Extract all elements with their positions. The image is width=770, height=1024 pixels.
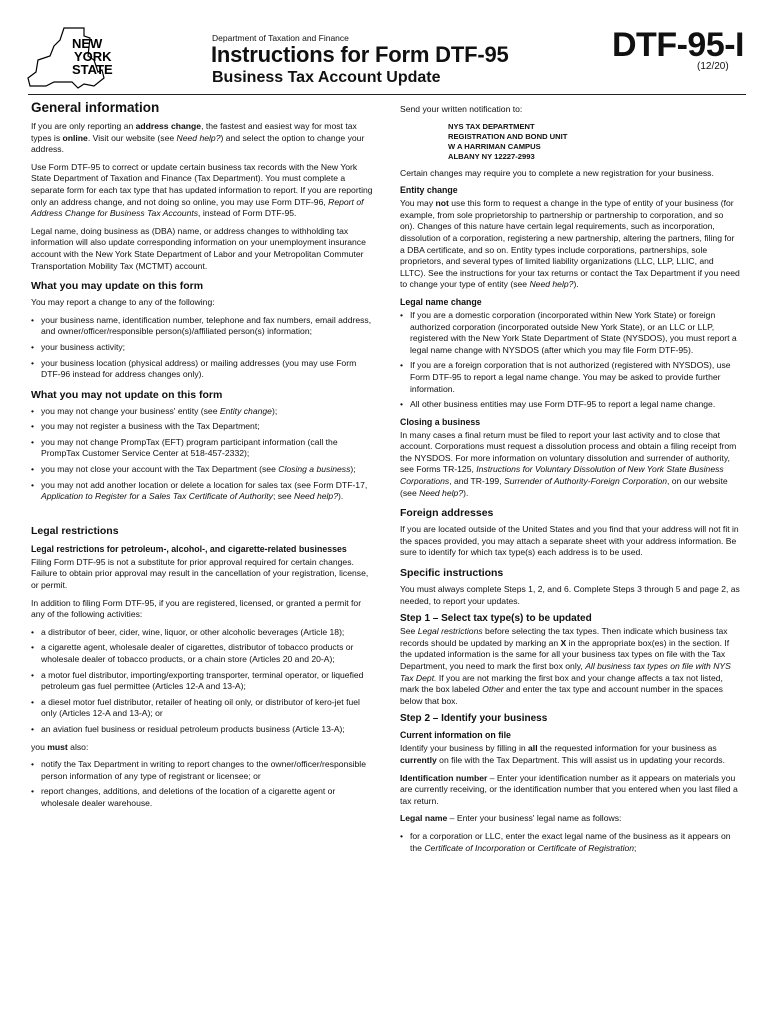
form-number: DTF-95-I bbox=[612, 26, 744, 64]
legal-restrictions-p1: Filing Form DTF-95 is not a substitute for prior approval required for certain changes. Failure to obtain prior approval may result in the cancellation of your registration, license, or permit. bbox=[31, 556, 369, 591]
list-item: • you may not change PrompTax (EFT) program participant information (call the PrompTax Customer Service Center at 518-457-2332); bbox=[31, 437, 374, 460]
step2-p3: Legal name – Enter your business' legal name as follows: bbox=[400, 813, 622, 824]
page-header bbox=[0, 0, 770, 95]
legal-restrictions-subheading: Legal restrictions for petroleum-, alcohol-, and cigarette-related businesses bbox=[31, 543, 347, 554]
list-item: • you may not register a business with the Tax Department; bbox=[31, 421, 374, 433]
legal-name-list bbox=[400, 831, 740, 854]
send-intro: Send your written notification to: bbox=[400, 104, 523, 114]
new-york-state-logo bbox=[24, 26, 126, 92]
specific-instructions-heading: Specific instructions bbox=[400, 567, 504, 580]
may-update-list bbox=[31, 315, 374, 381]
list-item: • an aviation fuel business or residual petroleum products business (Article 13-A); bbox=[31, 724, 374, 736]
list-item: • a motor fuel distributor, importing/exporting transporter, terminal operator, or liquefied petroleum gas fuel permittee (Articles 12-A and 13-A); bbox=[31, 670, 374, 693]
list-item: • for a corporation or LLC, enter the exact legal name of the business as it appears on the Certificate of Incorporation or Certificate of Registration; bbox=[400, 831, 740, 854]
legal-name-change-list bbox=[400, 310, 740, 411]
certain-changes-text: Certain changes may require you to complete a new registration for your business. bbox=[400, 167, 714, 178]
list-item: • report changes, additions, and deletions of the location of a cigarette agent or wholesale dealer warehouse. bbox=[31, 786, 374, 809]
list-item: • you may not change your business' entity (see Entity change); bbox=[31, 406, 374, 418]
general-info-heading: General information bbox=[31, 100, 160, 115]
may-not-update-list bbox=[31, 406, 374, 503]
mailing-address: NYS TAX DEPARTMENT REGISTRATION AND BOND UNIT W A HARRIMAN CAMPUS ALBANY NY 12227-2993 bbox=[448, 121, 568, 161]
closing-business-text: In many cases a final return must be filed to report your last activity and to close that account. Corporations must request a dissolution process and obtain a filing receipt from the NYSDOS. For more information on voluntary dissolution and surrender of authority, see Forms TR-125, Instructions for Voluntary Dissolution of New York State Business Corporations, and TR-199, Surrender of Authority-Foreign Corporation, on our website (see Need help?). bbox=[400, 429, 737, 498]
step2-p1: Identify your business by filling in all the requested information for your business as currently on file with the Tax Department. This will assist us in updating your records. bbox=[400, 743, 725, 765]
general-info-p3: Legal name, doing business as (DBA) name, or address changes to withholding tax information will also update corresponding information on your unemployment insurance account with the New York State Department of Labor and your Metropolitan Commuter Transportation Mobility Tax (MCTMT) account. bbox=[31, 225, 366, 271]
may-update-heading: What you may update on this form bbox=[31, 280, 204, 293]
must-also-list bbox=[31, 759, 374, 809]
legal-restrictions-heading: Legal restrictions bbox=[31, 524, 119, 537]
closing-business-heading: Closing a business bbox=[400, 416, 481, 427]
department-name: Department of Taxation and Finance bbox=[212, 33, 349, 43]
left-column bbox=[31, 100, 374, 816]
list-item: • you may not close your account with the Tax Department (see Closing a business); bbox=[31, 464, 374, 476]
current-info-subheading: Current information on file bbox=[400, 730, 511, 741]
legal-restrictions-p2: In addition to filing Form DTF-95, if you are registered, licensed, or granted a permit for any of the following activities: bbox=[31, 597, 362, 620]
legal-activities-list bbox=[31, 627, 374, 736]
foreign-addresses-heading: Foreign addresses bbox=[400, 507, 494, 520]
list-item: • notify the Tax Department in writing to report changes to the owner/officer/responsible person information of any type of registrant or licensee; or bbox=[31, 759, 374, 782]
general-info-p1: If you are only reporting an address change, the fastest and easiest way for most tax types is online. Visit our website (see Need help?) and select the option to change your address. bbox=[31, 121, 365, 155]
step2-heading: Step 2 – Identify your business bbox=[400, 713, 548, 725]
may-not-update-heading: What you may not update on this form bbox=[31, 388, 223, 401]
list-item: • If you are a domestic corporation (incorporated within New York State) or foreign authorized corporation (incorporated outside New York State), or an LLC or LLP, registered with the New York State Department of State (NYSDOS), you must report a legal name change with NYSDOS (after which you may file Form DTF-95). bbox=[400, 310, 740, 356]
step2-p2: Identification number – Enter your identification number as it appears on materials you are currently receiving, or the identification number that you entered when you last filed a tax return. bbox=[400, 772, 738, 806]
logo-text-new: NEW bbox=[72, 36, 103, 51]
list-item: • your business name, identification number, telephone and fax numbers, email address, and owner/officer/responsible person(s)/affiliated person(s) information; bbox=[31, 315, 374, 338]
page-title: Instructions for Form DTF-95 bbox=[211, 42, 509, 67]
step1-heading: Step 1 – Select tax type(s) to be updated bbox=[400, 613, 592, 625]
list-item: • a cigarette agent, wholesale dealer of cigarettes, distributor of tobacco products or wholesale dealer of tobacco products, or a chain store (Articles 20 and 20-A); bbox=[31, 642, 374, 665]
right-column bbox=[400, 104, 740, 860]
list-item: • your business activity; bbox=[31, 342, 374, 354]
list-item: • If you are a foreign corporation that is not authorized (registered with NYSDOS), use Form DTF-95 to report a legal name change. You may be asked to provide further information. bbox=[400, 360, 740, 395]
list-item: • you may not add another location or delete a location for sales tax (see Form DTF-17, Application to Register for a Sales Tax Certificate of Authority; see Need help?). bbox=[31, 480, 374, 503]
entity-change-text: You may not use this form to request a change in the type of entity of your business (for example, from sole proprietorship to partnership or partnership to corporation, and so on). Changes of this nature have certain legal requirements, such as incorporation, dissolution of a corporation, registering a new partnership, altering the partners, filing for a DBA certificate, and so on. Entity types include corporations, partnerships, sole proprietors, and several types of limited liability organizations (LLC, LLP, LLIC, and LLTC). See the instructions for your tax returns or contact the Tax Department if you need to change your type of entity (see Need help?). bbox=[400, 198, 740, 290]
step1-text: See Legal restrictions before selecting the tax types. Then indicate which business tax records should be updated by marking an X in the appropriate box(es) in the section. If the updated information is the same for all your business tax types on file with the Tax Department, you need to mark the first box only, All business tax types on file with NYS Tax Dept. If you are not marking the first box and your change affects a tax not listed, mark the box labeled Other and enter the tax type and account number in the spaces below that box. bbox=[400, 626, 731, 706]
logo-text-state: STATE bbox=[72, 62, 113, 77]
entity-change-heading: Entity change bbox=[400, 185, 458, 196]
general-info-p2: Use Form DTF-95 to correct or update certain business tax records with the New York State Department of Taxation and Finance (Tax Department). You must complete a separate form for each tax type that has updated information to report. If you are reporting only an address change, and not doing so online, you may use Form DTF-96, Report of Address Change for Business Tax Accounts, instead of Form DTF-95. bbox=[31, 161, 373, 219]
may-update-intro: You may report a change to any of the following: bbox=[31, 297, 215, 308]
must-also-text: you must also: bbox=[31, 741, 89, 752]
revision-date: (12/20) bbox=[697, 61, 729, 72]
specific-instructions-text: You must always complete Steps 1, 2, and 6. Complete Steps 3 through 5 and page 2, as needed, to report your updates. bbox=[400, 584, 740, 606]
list-item: • your business location (physical address) or mailing addresses (you may use Form DTF-96 instead for address changes only). bbox=[31, 358, 374, 381]
foreign-addresses-text: If you are located outside of the United States and you find that your address will not fit in the spaces provided, you may attach a separate sheet with your address information. Be sure to identify for which tax type(s) each address is to be used. bbox=[400, 524, 739, 558]
page-subtitle: Business Tax Account Update bbox=[212, 69, 441, 86]
list-item: • All other business entities may use Form DTF-95 to report a legal name change. bbox=[400, 399, 740, 411]
legal-name-change-heading: Legal name change bbox=[400, 296, 482, 307]
header-divider bbox=[28, 94, 746, 95]
list-item: • a distributor of beer, cider, wine, liquor, or other alcoholic beverages (Article 18); bbox=[31, 627, 374, 639]
logo-text-york: YORK bbox=[74, 49, 112, 64]
list-item: • a diesel motor fuel distributor, retailer of heating oil only, or distributor of kero-jet fuel only (Articles 12-A and 13-A); or bbox=[31, 697, 374, 720]
